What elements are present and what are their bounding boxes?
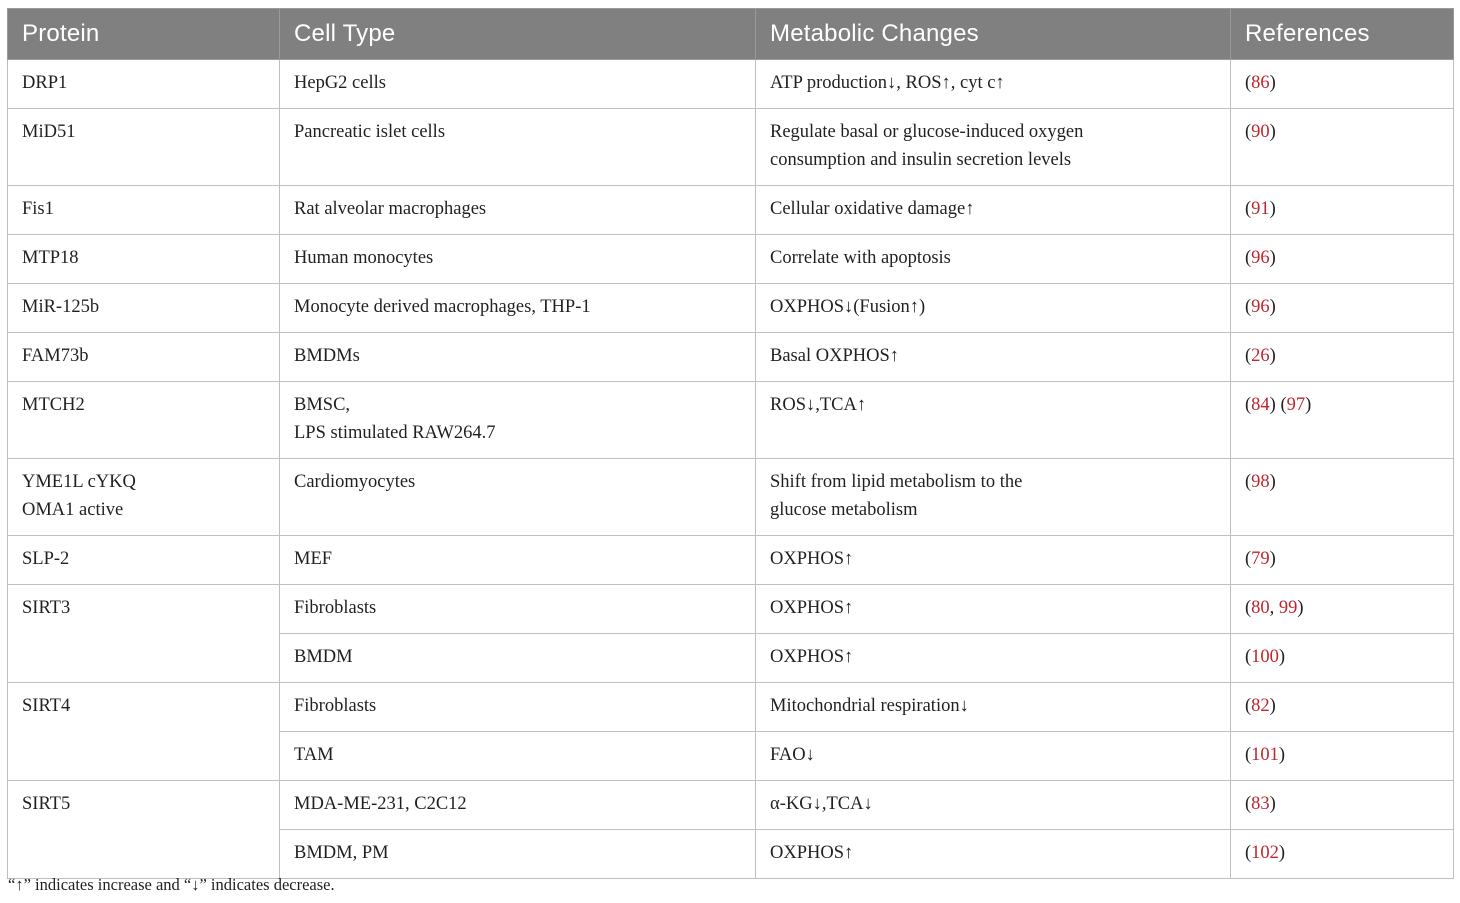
cell-cell-type: Monocyte derived macrophages, THP-1 xyxy=(280,284,756,333)
cell-protein: YME1L cYKQ OMA1 active xyxy=(8,459,280,536)
table-row xyxy=(8,333,1454,382)
table-row xyxy=(8,536,1454,585)
reference-link[interactable]: 90 xyxy=(1251,122,1270,142)
cell-cell-type: MEF xyxy=(280,536,756,585)
cell-references: (91) xyxy=(1231,186,1454,235)
cell-references: (80, 99) xyxy=(1231,585,1454,634)
cell-metabolic-change: Correlate with apoptosis xyxy=(756,235,1231,284)
cell-references: (79) xyxy=(1231,536,1454,585)
cell-protein: MTCH2 xyxy=(8,382,280,459)
cell-cell-type: BMDM, PM xyxy=(280,830,756,879)
cell-protein: SIRT4 xyxy=(8,683,280,781)
table-row xyxy=(8,109,1454,186)
reference-link[interactable]: 82 xyxy=(1251,696,1270,716)
cell-protein: SIRT3 xyxy=(8,585,280,683)
cell-metabolic-change: OXPHOS↑ xyxy=(756,585,1231,634)
table-row xyxy=(8,382,1454,459)
reference-link[interactable]: 100 xyxy=(1251,647,1279,667)
cell-references: (101) xyxy=(1231,732,1454,781)
reference-link[interactable]: 83 xyxy=(1251,794,1270,814)
table-row xyxy=(8,781,1454,830)
table-row xyxy=(8,186,1454,235)
cell-protein: SIRT5 xyxy=(8,781,280,879)
cell-metabolic-change: OXPHOS↑ xyxy=(756,830,1231,879)
cell-metabolic-change: FAO↓ xyxy=(756,732,1231,781)
cell-cell-type: Human monocytes xyxy=(280,235,756,284)
table-body xyxy=(8,60,1454,879)
cell-references: (100) xyxy=(1231,634,1454,683)
header-metabolic-changes: Metabolic Changes xyxy=(756,9,1231,60)
header-cell-type: Cell Type xyxy=(280,9,756,60)
cell-metabolic-change: OXPHOS↓(Fusion↑) xyxy=(756,284,1231,333)
reference-link[interactable]: 97 xyxy=(1286,395,1306,415)
cell-references: (96) xyxy=(1231,235,1454,284)
cell-protein: Fis1 xyxy=(8,186,280,235)
cell-references: (83) xyxy=(1231,781,1454,830)
cell-metabolic-change: Basal OXPHOS↑ xyxy=(756,333,1231,382)
cell-protein: MiR-125b xyxy=(8,284,280,333)
cell-cell-type: BMDM xyxy=(280,634,756,683)
table-footnote: “↑” indicates increase and “↓” indicates decrease. xyxy=(8,875,335,894)
header-protein: Protein xyxy=(8,9,280,60)
cell-metabolic-change: Regulate basal or glucose-induced oxygen consumption and insulin secretion levels xyxy=(756,109,1231,186)
cell-metabolic-change: OXPHOS↑ xyxy=(756,536,1231,585)
reference-link[interactable]: 101 xyxy=(1251,745,1279,765)
cell-metabolic-change: ATP production↓, ROS↑, cyt c↑ xyxy=(756,60,1231,109)
reference-link[interactable]: 99 xyxy=(1278,598,1298,618)
cell-references: (102) xyxy=(1231,830,1454,879)
cell-cell-type: HepG2 cells xyxy=(280,60,756,109)
reference-link[interactable]: 102 xyxy=(1251,843,1279,863)
cell-references: (98) xyxy=(1231,459,1454,536)
cell-protein: SLP-2 xyxy=(8,536,280,585)
cell-metabolic-change: ROS↓,TCA↑ xyxy=(756,382,1231,459)
cell-cell-type: BMSC, LPS stimulated RAW264.7 xyxy=(280,382,756,459)
cell-references: (84) (97) xyxy=(1231,382,1454,459)
table-row xyxy=(8,459,1454,536)
cell-metabolic-change: OXPHOS↑ xyxy=(756,634,1231,683)
reference-link[interactable]: 91 xyxy=(1251,199,1270,219)
cell-cell-type: Pancreatic islet cells xyxy=(280,109,756,186)
reference-link[interactable]: 86 xyxy=(1251,73,1270,93)
cell-cell-type: BMDMs xyxy=(280,333,756,382)
cell-cell-type: MDA-ME-231, C2C12 xyxy=(280,781,756,830)
table-row xyxy=(8,235,1454,284)
cell-protein: DRP1 xyxy=(8,60,280,109)
table-row xyxy=(8,60,1454,109)
cell-metabolic-change: Cellular oxidative damage↑ xyxy=(756,186,1231,235)
cell-references: (82) xyxy=(1231,683,1454,732)
table-row xyxy=(8,585,1454,634)
cell-references: (86) xyxy=(1231,60,1454,109)
header-references: References xyxy=(1231,9,1454,60)
cell-cell-type: Cardiomyocytes xyxy=(280,459,756,536)
table-row xyxy=(8,284,1454,333)
reference-link[interactable]: 79 xyxy=(1251,549,1270,569)
reference-link[interactable]: 98 xyxy=(1251,472,1270,492)
cell-cell-type: Fibroblasts xyxy=(280,683,756,732)
reference-link[interactable]: 96 xyxy=(1251,297,1270,317)
cell-references: (90) xyxy=(1231,109,1454,186)
reference-link[interactable]: 80 xyxy=(1251,598,1270,618)
header-row xyxy=(8,9,1454,60)
cell-references: (26) xyxy=(1231,333,1454,382)
cell-protein: MiD51 xyxy=(8,109,280,186)
cell-metabolic-change: Shift from lipid metabolism to the glucose metabolism xyxy=(756,459,1231,536)
cell-cell-type: TAM xyxy=(280,732,756,781)
data-table xyxy=(7,8,1454,879)
table-row xyxy=(8,683,1454,732)
cell-cell-type: Fibroblasts xyxy=(280,585,756,634)
cell-metabolic-change: Mitochondrial respiration↓ xyxy=(756,683,1231,732)
cell-cell-type: Rat alveolar macrophages xyxy=(280,186,756,235)
cell-metabolic-change: α-KG↓,TCA↓ xyxy=(756,781,1231,830)
reference-link[interactable]: 96 xyxy=(1251,248,1270,268)
cell-protein: MTP18 xyxy=(8,235,280,284)
cell-references: (96) xyxy=(1231,284,1454,333)
cell-protein: FAM73b xyxy=(8,333,280,382)
reference-link[interactable]: 84 xyxy=(1251,395,1270,415)
reference-link[interactable]: 26 xyxy=(1251,346,1270,366)
